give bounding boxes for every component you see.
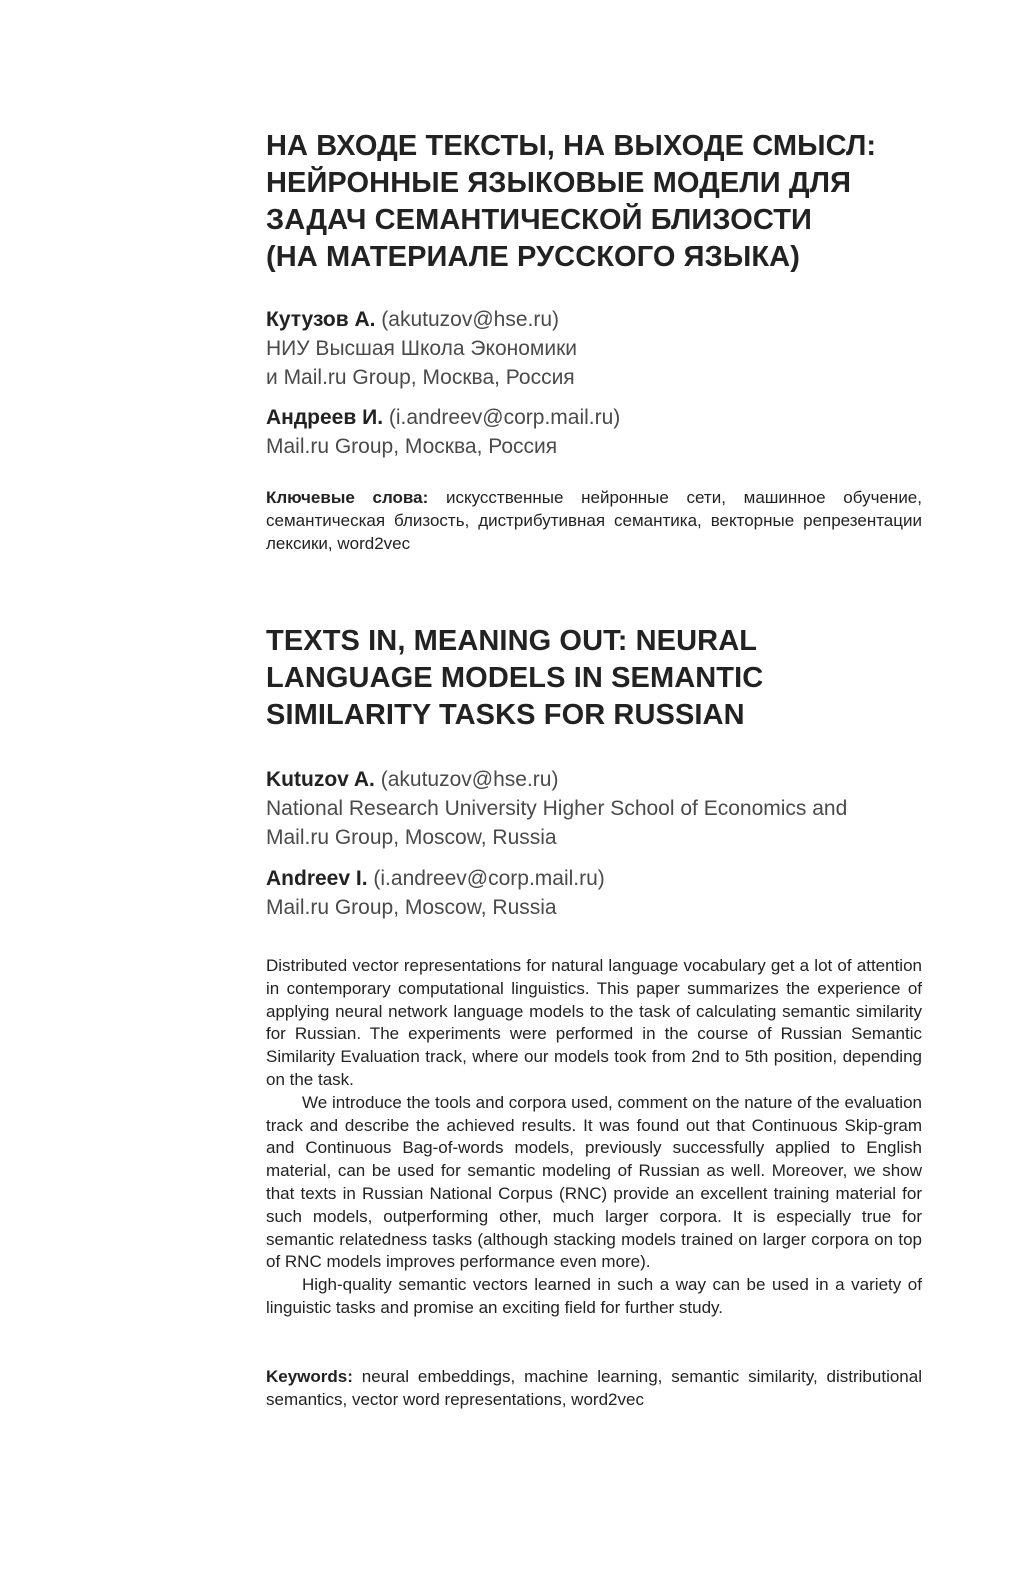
author-affiliation: National Research University Higher School of Economics and: [266, 797, 848, 820]
russian-title-line: НА ВХОДЕ ТЕКСТЫ, НА ВЫХОДЕ СМЫСЛ:: [266, 130, 877, 162]
russian-author-2: [266, 403, 620, 461]
english-keywords: [266, 1365, 922, 1411]
russian-keywords: [266, 486, 922, 555]
abstract-paragraph: Distributed vector representations for natural language vocabulary get a lot of attention in contemporary computational linguistics. This paper summarizes the experience of applying neural network language models to the task of calculating semantic similarity for Russian. The experiments were performed in the course of Russian Semantic Similarity Evaluation track, where our models took from 2nd to 5th position, depending on the task.: [266, 956, 922, 1089]
russian-author-1: [266, 305, 577, 392]
author-affiliation: НИУ Высшая Школа Экономики: [266, 337, 577, 360]
english-author-1: [266, 765, 847, 852]
author-affiliation: Mail.ru Group, Moscow, Russia: [266, 896, 557, 919]
english-title: [266, 623, 763, 734]
keywords-text: искусственные нейронные сети, машинное обучение, семантическая близость, дистрибутивная семантика, векторные репрезентации лексики, word2vec: [266, 488, 922, 553]
russian-title-line: НЕЙРОННЫЕ ЯЗЫКОВЫЕ МОДЕЛИ ДЛЯ: [266, 167, 852, 199]
author-email: (i.andreev@corp.mail.ru): [373, 867, 605, 890]
author-email: (akutuzov@hse.ru): [381, 308, 560, 331]
author-email: (i.andreev@corp.mail.ru): [388, 406, 621, 429]
keywords-text: neural embeddings, machine learning, semantic similarity, distributional semantics, vector word representations, word2vec: [266, 1367, 922, 1409]
keywords-label: Ключевые слова:: [266, 488, 429, 507]
author-name: Кутузов А.: [266, 308, 376, 331]
author-affiliation: Mail.ru Group, Moscow, Russia: [266, 826, 557, 849]
keywords-label: Keywords:: [266, 1367, 353, 1386]
english-title-line: SIMILARITY TASKS FOR RUSSIAN: [266, 699, 745, 731]
english-author-2: [266, 864, 605, 922]
english-title-line: TEXTS IN, MEANING OUT: NEURAL: [266, 625, 758, 657]
author-affiliation: Mail.ru Group, Москва, Россия: [266, 435, 558, 458]
russian-title: [266, 128, 876, 276]
abstract-paragraph: High-quality semantic vectors learned in such a way can be used in a variety of linguistic tasks and promise an exciting field for further study.: [266, 1275, 922, 1317]
english-title-line: LANGUAGE MODELS IN SEMANTIC: [266, 662, 764, 694]
author-name: Andreev I.: [266, 867, 368, 890]
abstract-paragraph: We introduce the tools and corpora used, comment on the nature of the evaluation track and describe the achieved results. It was found out that Continuous Skip-gram and Continuous Bag-of-words models, previously successfully applied to English material, can be used for semantic modeling of Russian as well. Moreover, we show that texts in Russian National Corpus (RNC) provide an excellent training material for such models, outperforming other, much larger corpora. It is especially true for semantic relatedness tasks (although stacking models trained on larger corpora on top of RNC models improves performance even more).: [266, 1092, 922, 1272]
russian-title-line: ЗАДАЧ СЕМАНТИЧЕСКОЙ БЛИЗОСТИ: [266, 204, 812, 236]
author-name: Андреев И.: [266, 406, 384, 429]
author-affiliation: и Mail.ru Group, Москва, Россия: [266, 366, 575, 389]
abstract: [266, 955, 922, 1320]
author-email: (akutuzov@hse.ru): [380, 768, 559, 791]
author-name: Kutuzov A.: [266, 768, 375, 791]
russian-title-line: (НА МАТЕРИАЛЕ РУССКОГО ЯЗЫКА): [266, 241, 800, 273]
